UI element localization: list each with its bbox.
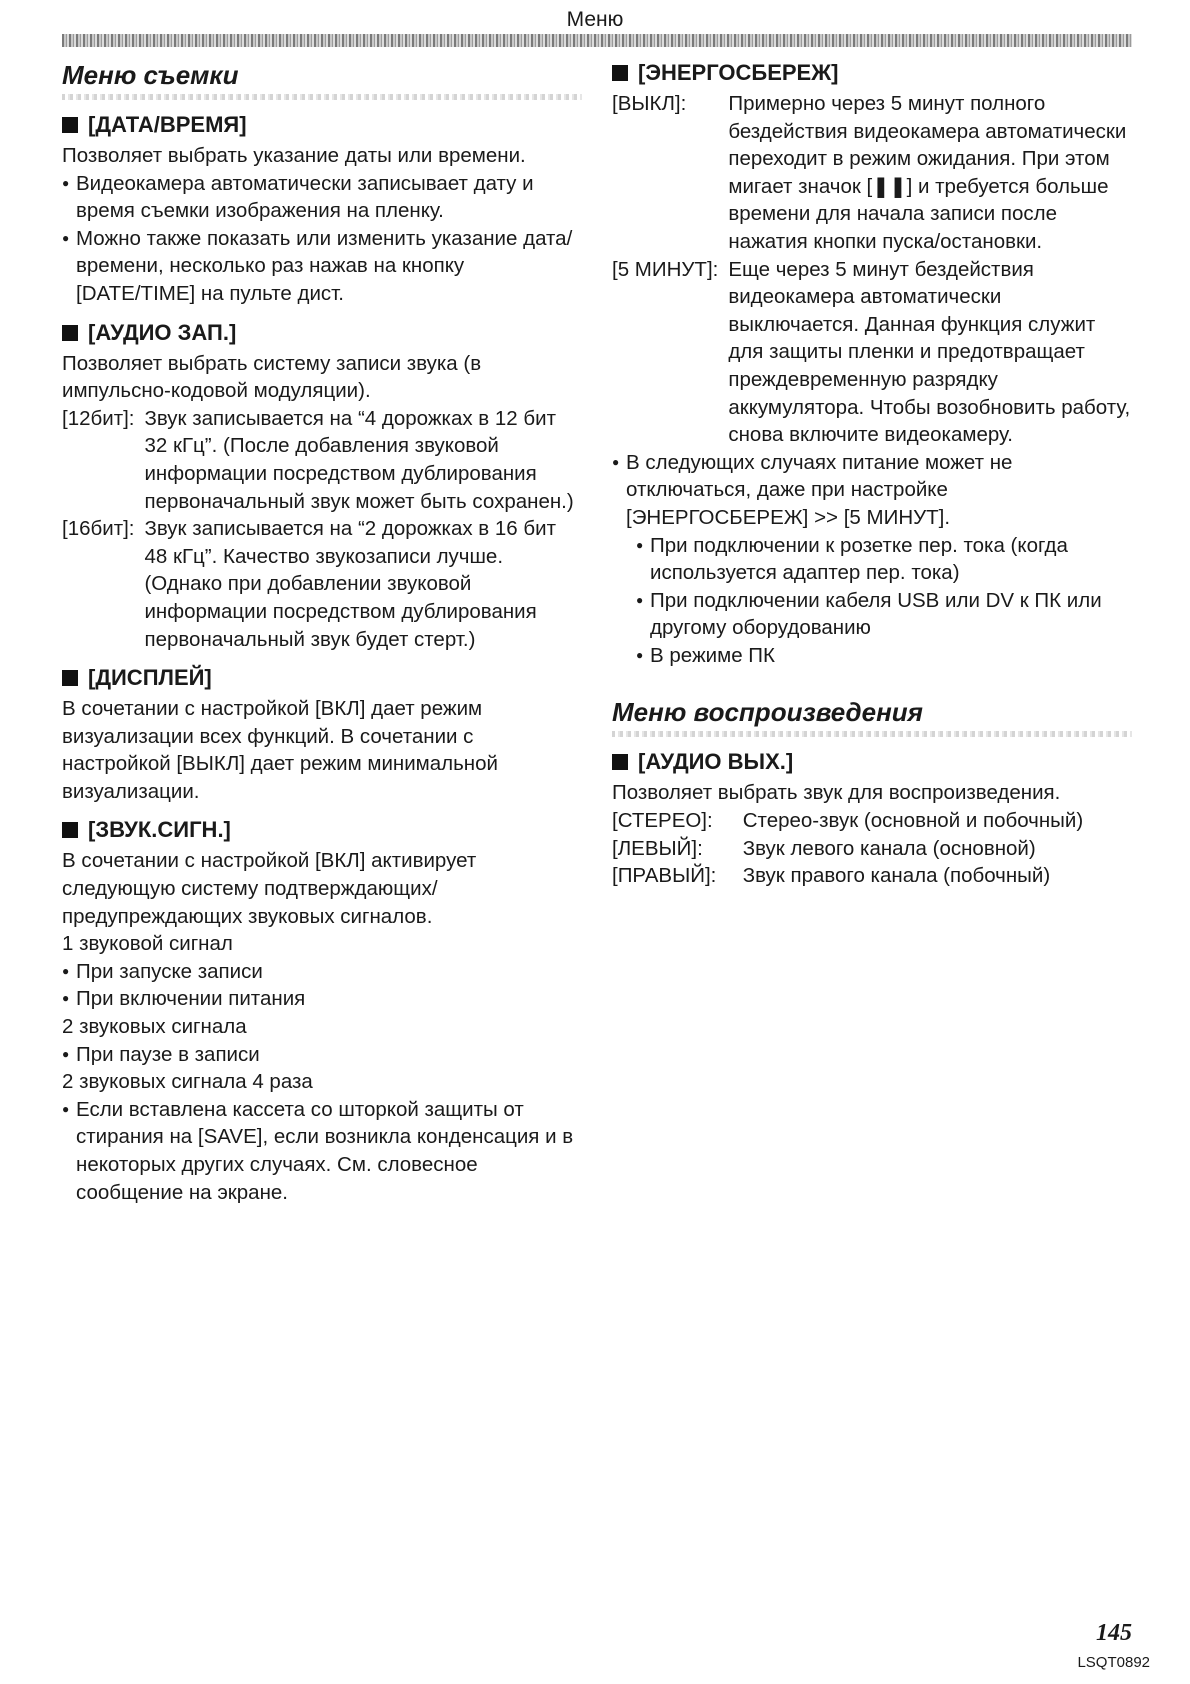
beep-intro: В сочетании с настройкой [ВКЛ] активирует следующую систему подтверждающих/ предупреждающих звуковых сигналов. bbox=[62, 849, 477, 928]
section-title-playback-menu: Меню воспроизведения bbox=[612, 697, 923, 728]
option-desc: Звук записывается на “2 дорожках в 16 бит 48 кГц”. Качество звукозаписи лучше. (Однако при добавлении звуковой информации посредством дублирования первоначальный звук будет стерт.) bbox=[144, 517, 556, 651]
square-bullet-icon bbox=[62, 670, 78, 686]
option-term: [12бит]: bbox=[62, 406, 135, 430]
beep-bullet: ● При включении питания bbox=[62, 985, 582, 1013]
item-power-save-heading bbox=[612, 58, 1132, 88]
square-bullet-icon bbox=[62, 822, 78, 838]
title-rule bbox=[62, 94, 582, 100]
option-term: [16бит]: bbox=[62, 517, 135, 541]
beep-two-x4: 2 звуковых сигнала 4 раза bbox=[62, 1070, 313, 1094]
option-desc: Стерео-звук (основной и побочный) bbox=[742, 809, 1084, 833]
power-save-note: ● В следующих случаях питание может не отключаться, даже при настройке [ЭНЕРГОСБЕРЕЖ] >> [5 МИНУТ]. bbox=[612, 449, 1132, 532]
option-row bbox=[612, 256, 1132, 449]
power-save-sub-bullet: ● При подключении кабеля USB или DV к ПК или другому оборудованию bbox=[612, 587, 1132, 642]
option-term: [5 МИНУТ]: bbox=[612, 257, 719, 281]
option-desc: Примерно через 5 минут полного бездействия видеокамера автоматически переходит в режим ожидания. При этом мигает значок [❚❚] и требуется больше времени для начала записи после нажатия кнопки пуска/остановки. bbox=[728, 92, 1127, 253]
option-row bbox=[612, 862, 1132, 890]
item-display-title: [ДИСПЛЕЙ] bbox=[88, 665, 212, 691]
option-row bbox=[612, 835, 1132, 863]
right-column bbox=[612, 58, 1132, 890]
square-bullet-icon bbox=[62, 117, 78, 133]
option-row bbox=[612, 807, 1132, 835]
page-number: 145 bbox=[1096, 1620, 1132, 1646]
beep-one: 1 звуковой сигнал bbox=[62, 932, 233, 956]
item-datetime-heading bbox=[62, 110, 582, 140]
option-row bbox=[612, 90, 1132, 256]
power-save-options bbox=[612, 90, 1132, 449]
square-bullet-icon bbox=[612, 65, 628, 81]
item-audio-rec-title: [АУДИО ЗАП.] bbox=[88, 319, 237, 345]
datetime-intro: Позволяет выбрать указание даты или времени. bbox=[62, 144, 526, 167]
power-save-sub-bullet: ● При подключении к розетке пер. тока (когда используется адаптер пер. тока) bbox=[612, 532, 1132, 587]
beep-bullet: ● При запуске записи bbox=[62, 958, 582, 986]
option-row bbox=[62, 405, 582, 515]
power-save-sub-bullet: ● В режиме ПК bbox=[612, 642, 1132, 670]
item-display-heading bbox=[62, 663, 582, 693]
display-text: В сочетании с настройкой [ВКЛ] дает режим визуализации всех функций. В сочетании с настройкой [ВЫКЛ] дает режим минимальной визуализации. bbox=[62, 697, 498, 803]
square-bullet-icon bbox=[612, 754, 628, 770]
audio-rec-options bbox=[62, 405, 582, 653]
option-term: [ПРАВЫЙ]: bbox=[612, 864, 717, 888]
option-term: [СТЕРЕО]: bbox=[612, 809, 713, 833]
left-column bbox=[62, 58, 582, 1206]
datetime-bullet: ● Видеокамера автоматически записывает дату и время съемки изображения на пленку. bbox=[62, 170, 582, 225]
audio-out-options bbox=[612, 807, 1132, 890]
option-desc: Еще через 5 минут бездействия видеокамера автоматически выключается. Данная функция служит для защиты пленки и предотвращает преждевременную разрядку аккумулятора. Чтобы возобновить работу, снова включите видеокамеру. bbox=[728, 257, 1131, 447]
option-term: [ЛЕВЫЙ]: bbox=[612, 836, 703, 860]
item-power-save-title: [ЭНЕРГОСБЕРЕЖ] bbox=[638, 60, 839, 85]
beep-bullet: ● Если вставлена кассета со шторкой защиты от стирания на [SAVE], если возникла конденсация и в некоторых других случаях. См. словесное сообщение на экране. bbox=[62, 1096, 582, 1206]
audio-out-intro: Позволяет выбрать звук для воспроизведения. bbox=[612, 781, 1061, 805]
header-bar bbox=[62, 34, 1132, 47]
page-header: Меню bbox=[566, 8, 624, 31]
option-row bbox=[62, 515, 582, 653]
datetime-bullet: ● Можно также показать или изменить указание дата/времени, несколько раз нажав на кнопку [DATE/TIME] на пульте дист. bbox=[62, 225, 582, 308]
document-code: LSQT0892 bbox=[1077, 1654, 1150, 1671]
item-beep-title: [ЗВУК.СИГН.] bbox=[88, 817, 231, 843]
option-term: [ВЫКЛ]: bbox=[612, 92, 687, 115]
beep-bullet: ● При паузе в записи bbox=[62, 1041, 582, 1069]
item-datetime-title: [ДАТА/ВРЕМЯ] bbox=[88, 112, 247, 137]
item-beep-heading bbox=[62, 815, 582, 845]
section-title-recording-menu: Меню съемки bbox=[62, 60, 239, 90]
item-audio-out-heading bbox=[612, 747, 1132, 777]
option-desc: Звук записывается на “4 дорожках в 12 бит 32 кГц”. (После добавления звуковой информации посредством дублирования первоначальный звук может быть сохранен.) bbox=[144, 406, 574, 513]
beep-two: 2 звуковых сигнала bbox=[62, 1015, 247, 1039]
item-audio-out-title: [АУДИО ВЫХ.] bbox=[638, 749, 794, 775]
audio-rec-intro: Позволяет выбрать систему записи звука (в импульсно-кодовой модуляции). bbox=[62, 351, 482, 403]
square-bullet-icon bbox=[62, 325, 78, 341]
option-desc: Звук правого канала (побочный) bbox=[742, 864, 1051, 888]
item-audio-rec-heading bbox=[62, 318, 582, 348]
option-desc: Звук левого канала (основной) bbox=[742, 836, 1036, 860]
title-rule bbox=[612, 731, 1132, 737]
